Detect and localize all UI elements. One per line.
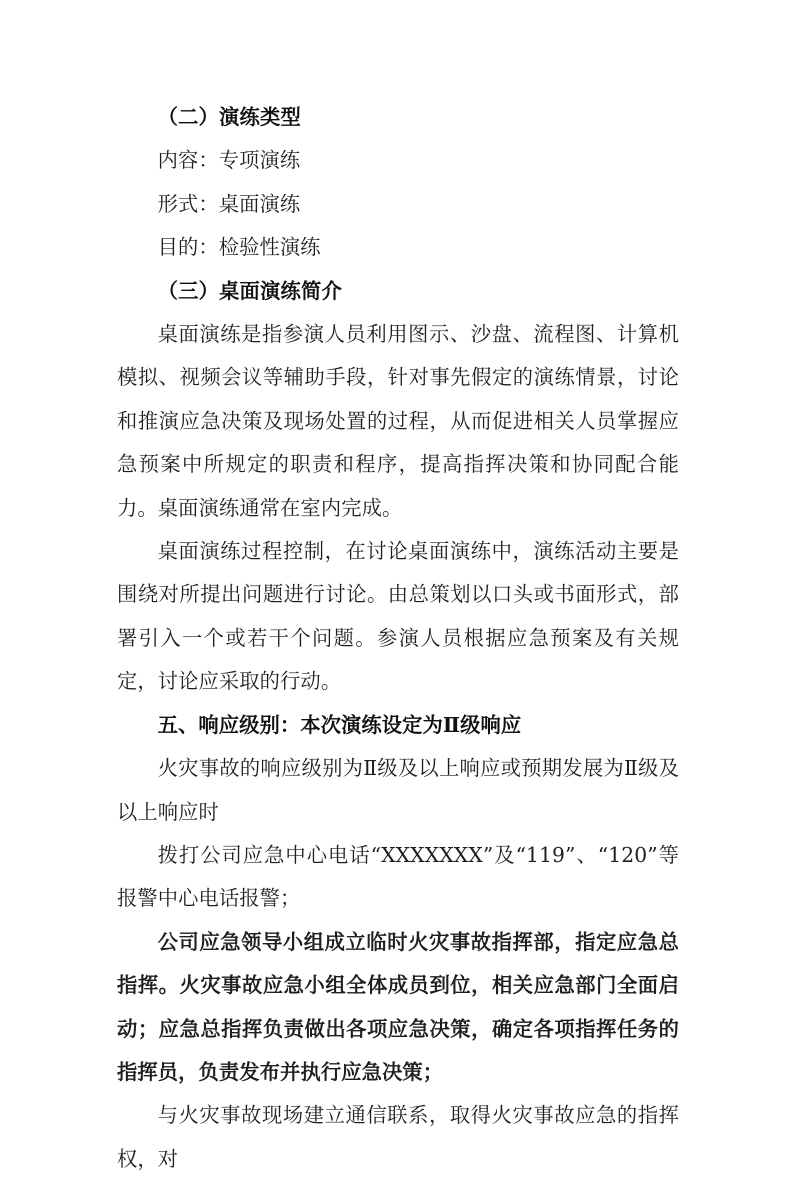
section-heading-drill-type: （二）演练类型 bbox=[157, 105, 301, 129]
document-text-body bbox=[117, 96, 679, 1181]
field-line-form: 形式：桌面演练 bbox=[157, 191, 301, 216]
field-line-content: 内容：专项演练 bbox=[157, 148, 301, 173]
paragraph-process-control: 桌面演练过程控制，在讨论桌面演练中，演练活动主要是围绕对所提出问题进行讨论。由总策划以口头或书面形式，部署引入一个或若干个问题。参演人员根据应急预案及有关规定，讨论应采取的行动。 bbox=[117, 539, 679, 694]
paragraph-tabletop-definition: 桌面演练是指参演人员利用图示、沙盘、流程图、计算机模拟、视频会议等辅助手段，针对事先假定的演练情景，讨论和推演应急决策及现场处置的过程，从而促进相关人员掌握应急预案中所规定的职责和程序，提高指挥决策和协同配合能力。桌面演练通常在室内完成。 bbox=[117, 322, 679, 520]
paragraph-call-emergency-center: 拨打公司应急中心电话“XXXXXXX”及“119”、“120”等报警中心电话报警； bbox=[117, 842, 679, 911]
section-heading-response-level: 五、响应级别：本次演练设定为Ⅱ级响应 bbox=[157, 712, 522, 737]
paragraph-command-setup: 公司应急领导小组成立临时火灾事故指挥部，指定应急总指挥。火灾事故应急小组全体成员到位，相关应急部门全面启动；应急总指挥负责做出各项应急决策，确定各项指挥任务的指挥员，负责发布并执行应急决策； bbox=[117, 929, 679, 1084]
paragraph-establish-comms: 与火灾事故现场建立通信联系，取得火灾事故应急的指挥权，对 bbox=[117, 1103, 679, 1171]
paragraph-fire-response-level: 火灾事故的响应级别为Ⅱ级及以上响应或预期发展为Ⅱ级及以上响应时 bbox=[117, 756, 679, 824]
section-heading-tabletop-intro: （三）桌面演练简介 bbox=[157, 278, 342, 303]
field-line-purpose: 目的：检验性演练 bbox=[157, 235, 321, 260]
